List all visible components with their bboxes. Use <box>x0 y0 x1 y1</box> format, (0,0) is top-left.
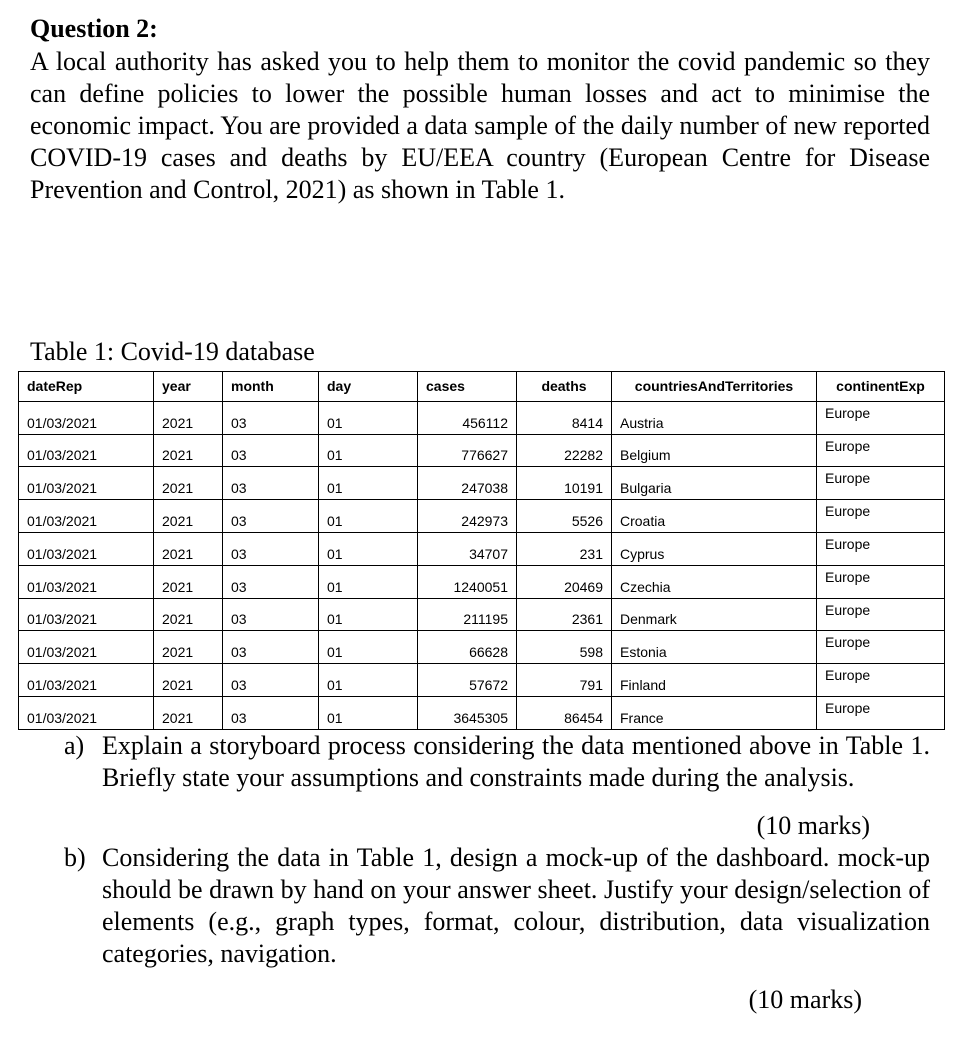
table-cell: 01 <box>319 532 418 565</box>
header-cell: deaths <box>517 372 612 402</box>
table-cell: Europe <box>817 598 945 631</box>
table-cell: 2021 <box>154 500 223 533</box>
table-row <box>19 565 945 598</box>
table-cell: Czechia <box>612 565 817 598</box>
table-cell: 10191 <box>517 467 612 500</box>
table-cell: 01 <box>319 664 418 697</box>
table-cell: 231 <box>517 532 612 565</box>
table-cell: 2361 <box>517 598 612 631</box>
table-cell: 03 <box>223 500 319 533</box>
part-b-letter: b) <box>64 843 86 872</box>
table-cell: Estonia <box>612 631 817 664</box>
question-intro: A local authority has asked you to help them to monitor the covid pandemic so they can define policies to lower the possible human losses and act to minimise the economic impact. You are provided a data sample of the daily number of new reported COVID-19 cases and deaths by EU/EEA country (European Centre for Disease Prevention and Control, 2021) as shown in Table 1. <box>30 47 930 204</box>
table-cell: 211195 <box>418 598 517 631</box>
table-cell: 2021 <box>154 598 223 631</box>
part-b <box>64 842 930 970</box>
table-cell: 01 <box>319 565 418 598</box>
table-row <box>19 401 945 434</box>
table-row <box>19 532 945 565</box>
table-cell: 598 <box>517 631 612 664</box>
table-cell: 01/03/2021 <box>19 401 154 434</box>
table-cell: 2021 <box>154 434 223 467</box>
table-cell: 03 <box>223 631 319 664</box>
part-b-text: Considering the data in Table 1, design a mock-up of the dashboard. mock-up should be drawn by hand on your answer sheet. Justify your design/selection of elements (e.g., graph types, format, colour, distribution, data visualization categories, navigation. <box>102 843 930 968</box>
table-row <box>19 500 945 533</box>
table-cell: 01 <box>319 598 418 631</box>
table-cell: Austria <box>612 401 817 434</box>
table-cell: Europe <box>817 696 945 729</box>
table-cell: 01/03/2021 <box>19 664 154 697</box>
table-cell: 34707 <box>418 532 517 565</box>
table-cell: 776627 <box>418 434 517 467</box>
part-a-marks: (10 marks) <box>756 811 870 840</box>
table-row <box>19 434 945 467</box>
table-cell: Europe <box>817 500 945 533</box>
table-caption: Table 1: Covid-19 database <box>30 337 315 366</box>
table-cell: 03 <box>223 434 319 467</box>
header-cell: year <box>154 372 223 402</box>
table-cell: 01/03/2021 <box>19 500 154 533</box>
table-row <box>19 598 945 631</box>
header-cell: dateRep <box>19 372 154 402</box>
table-cell: 2021 <box>154 631 223 664</box>
table-cell: Cyprus <box>612 532 817 565</box>
table-cell: 20469 <box>517 565 612 598</box>
table-cell: 01 <box>319 631 418 664</box>
header-cell: cases <box>418 372 517 402</box>
header-cell: month <box>223 372 319 402</box>
table-cell: Denmark <box>612 598 817 631</box>
table-row <box>19 696 945 729</box>
table-cell: 2021 <box>154 664 223 697</box>
table-cell: 247038 <box>418 467 517 500</box>
table-cell: Europe <box>817 664 945 697</box>
table-cell: Europe <box>817 467 945 500</box>
table-cell: 01 <box>319 434 418 467</box>
table-body <box>19 401 945 729</box>
table-cell: 01/03/2021 <box>19 696 154 729</box>
table-cell: 791 <box>517 664 612 697</box>
table-cell: Europe <box>817 631 945 664</box>
table-cell: 01 <box>319 467 418 500</box>
table-header-row <box>19 372 945 402</box>
part-a-letter: a) <box>64 731 85 760</box>
table-cell: 01/03/2021 <box>19 631 154 664</box>
table-cell: 03 <box>223 696 319 729</box>
header-cell: continentExp <box>817 372 945 402</box>
table-cell: 1240051 <box>418 565 517 598</box>
table-cell: 2021 <box>154 532 223 565</box>
header-cell: countriesAndTerritories <box>612 372 817 402</box>
table-cell: 86454 <box>517 696 612 729</box>
table-cell: 01/03/2021 <box>19 467 154 500</box>
part-a <box>64 730 930 794</box>
question-parts <box>64 730 930 1016</box>
table-cell: 242973 <box>418 500 517 533</box>
table-cell: 2021 <box>154 401 223 434</box>
table-cell: 456112 <box>418 401 517 434</box>
table-cell: 01 <box>319 500 418 533</box>
table-cell: 03 <box>223 401 319 434</box>
table-cell: 01/03/2021 <box>19 565 154 598</box>
table-cell: 01 <box>319 401 418 434</box>
table-cell: Europe <box>817 532 945 565</box>
table-cell: 01 <box>319 696 418 729</box>
part-b-marks: (10 marks) <box>748 985 862 1014</box>
table-cell: Europe <box>817 565 945 598</box>
table-cell: 2021 <box>154 467 223 500</box>
table-cell: Europe <box>817 434 945 467</box>
covid-table <box>18 371 945 730</box>
table-cell: Belgium <box>612 434 817 467</box>
table-cell: Europe <box>817 401 945 434</box>
table-cell: 01/03/2021 <box>19 598 154 631</box>
part-a-text: Explain a storyboard process considering the data mentioned above in Table 1. Briefly state your assumptions and constraints made during the analysis. <box>102 731 930 792</box>
table-row <box>19 467 945 500</box>
table-cell: 01/03/2021 <box>19 434 154 467</box>
table-cell: 2021 <box>154 565 223 598</box>
table-cell: 03 <box>223 532 319 565</box>
table-cell: 03 <box>223 467 319 500</box>
table-row <box>19 664 945 697</box>
table-cell: 22282 <box>517 434 612 467</box>
header-cell: day <box>319 372 418 402</box>
table-row <box>19 631 945 664</box>
table-cell: 03 <box>223 664 319 697</box>
table-cell: France <box>612 696 817 729</box>
table-cell: 66628 <box>418 631 517 664</box>
table-cell: 03 <box>223 598 319 631</box>
table-cell: 5526 <box>517 500 612 533</box>
table-cell: Croatia <box>612 500 817 533</box>
table-cell: 2021 <box>154 696 223 729</box>
table-cell: 03 <box>223 565 319 598</box>
table-cell: 8414 <box>517 401 612 434</box>
table-cell: Bulgaria <box>612 467 817 500</box>
table-cell: Finland <box>612 664 817 697</box>
table-cell: 3645305 <box>418 696 517 729</box>
table-cell: 01/03/2021 <box>19 532 154 565</box>
table-cell: 57672 <box>418 664 517 697</box>
question-title: Question 2: <box>30 14 158 43</box>
